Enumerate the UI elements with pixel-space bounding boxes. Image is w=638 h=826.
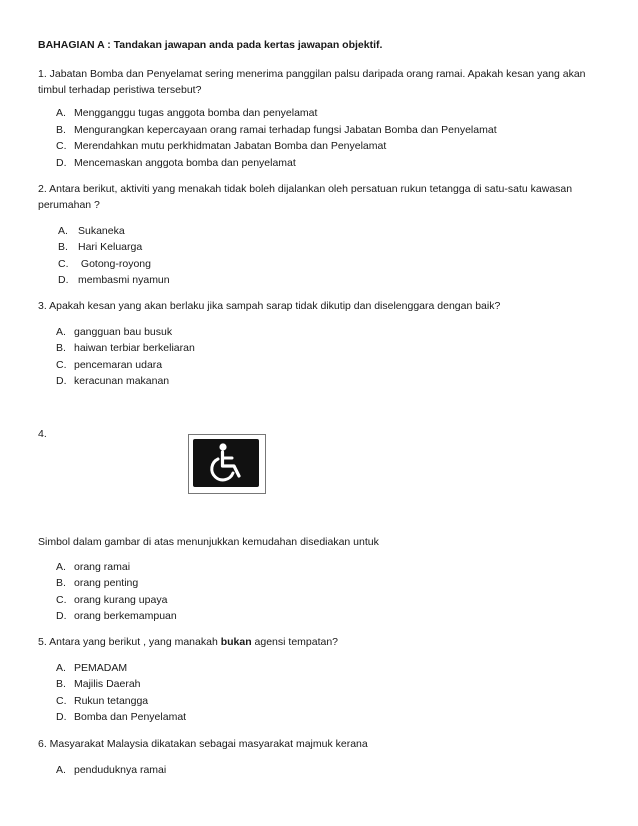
q5-stem-end: agensi tempatan?	[251, 636, 339, 648]
option-text: orang penting	[74, 577, 139, 589]
option-text: keracunan makanan	[74, 375, 170, 387]
option-letter: D.	[56, 375, 67, 387]
option-text: Majilis Daerah	[74, 678, 141, 690]
option-letter: A.	[56, 561, 66, 573]
q5-option-a	[56, 661, 127, 675]
q4-option-b	[56, 576, 138, 590]
q4-option-c	[56, 593, 167, 607]
option-text: haiwan terbiar berkeliaran	[74, 342, 195, 354]
option-letter: B.	[56, 342, 66, 354]
q5-stem	[38, 635, 338, 649]
q2-option-a	[58, 224, 125, 238]
option-text: orang kurang upaya	[74, 594, 168, 606]
option-text: PEMADAM	[74, 662, 128, 674]
option-letter: A.	[56, 764, 66, 776]
option-letter: C.	[56, 695, 67, 707]
option-letter: D.	[56, 610, 67, 622]
option-text: Mengganggu tugas anggota bomba dan penyelamat	[74, 107, 318, 119]
q1-option-b	[56, 123, 497, 137]
option-letter: C.	[56, 594, 67, 606]
option-letter: C.	[58, 258, 69, 270]
q5-option-b	[56, 677, 141, 691]
option-text: Sukaneka	[78, 225, 125, 237]
q3-option-c	[56, 358, 162, 372]
option-text: Rukun tetangga	[74, 695, 149, 707]
q4-number: 4.	[38, 428, 47, 440]
q6-stem: 6. Masyarakat Malaysia dikatakan sebagai masyarakat majmuk kerana	[38, 738, 368, 750]
option-letter: B.	[56, 577, 66, 589]
option-letter: B.	[56, 124, 66, 136]
q5-stem-start: 5. Antara yang berikut , yang manakah	[38, 636, 221, 648]
option-text: Bomba dan Penyelamat	[74, 711, 187, 723]
option-text: Mencemaskan anggota bomba dan penyelamat	[74, 157, 296, 169]
option-text: pencemaran udara	[74, 359, 163, 371]
option-letter: D.	[56, 711, 67, 723]
option-letter: A.	[56, 326, 66, 338]
option-text: Merendahkan mutu perkhidmatan Jabatan Bomba dan Penyelamat	[74, 140, 387, 152]
q5-option-d	[56, 710, 186, 724]
q4-option-a	[56, 560, 130, 574]
option-text: membasmi nyamun	[78, 274, 170, 286]
q5-option-c	[56, 694, 148, 708]
q1-stem-line1: 1. Jabatan Bomba dan Penyelamat sering menerima panggilan palsu daripada orang ramai. Apakah kesan yang akan	[38, 68, 586, 80]
option-text: Hari Keluarga	[78, 241, 143, 253]
section-heading: BAHAGIAN A : Tandakan jawapan anda pada kertas jawapan objektif.	[38, 39, 383, 51]
q2-stem-line1: 2. Antara berikut, aktiviti yang menakah tidak boleh dijalankan oleh persatuan rukun tetangga di satu-satu kawasan	[38, 183, 573, 195]
option-letter: B.	[58, 241, 68, 253]
wheelchair-icon	[193, 439, 259, 487]
q6-option-a	[56, 763, 166, 777]
q4-stem: Simbol dalam gambar di atas menunjukkan kemudahan disediakan untuk	[38, 536, 379, 548]
option-letter: A.	[58, 225, 68, 237]
q3-option-d	[56, 374, 169, 388]
q2-stem-line2: perumahan ?	[38, 199, 100, 211]
q3-stem: 3. Apakah kesan yang akan berlaku jika sampah sarap tidak dikutip dan diselenggara dengan baik?	[38, 300, 501, 312]
q1-option-d	[56, 156, 296, 170]
q1-stem-line2: timbul terhadap peristiwa tersebut?	[38, 84, 202, 96]
option-text: gangguan bau busuk	[74, 326, 173, 338]
q2-option-d	[58, 273, 170, 287]
q1-option-c	[56, 139, 386, 153]
option-text: penduduknya ramai	[74, 764, 167, 776]
q2-option-c	[58, 257, 151, 271]
option-text: Gotong-royong	[78, 258, 151, 270]
wheelchair-sign-frame	[188, 434, 266, 494]
option-text: Mengurangkan kepercayaan orang ramai terhadap fungsi Jabatan Bomba dan Penyelamat	[74, 124, 497, 136]
q2-option-b	[58, 240, 142, 254]
q5-stem-emphasis: bukan	[220, 636, 252, 648]
q4-option-d	[56, 609, 177, 623]
q3-option-a	[56, 325, 172, 339]
option-letter: B.	[56, 678, 66, 690]
wheelchair-accessibility-icon	[193, 439, 259, 487]
option-letter: C.	[56, 140, 67, 152]
option-letter: D.	[58, 274, 69, 286]
option-letter: A.	[56, 107, 66, 119]
option-letter: C.	[56, 359, 67, 371]
option-text: orang berkemampuan	[74, 610, 177, 622]
q1-option-a	[56, 106, 317, 120]
q3-option-b	[56, 341, 195, 355]
option-text: orang ramai	[74, 561, 131, 573]
option-letter: D.	[56, 157, 67, 169]
option-letter: A.	[56, 662, 66, 674]
